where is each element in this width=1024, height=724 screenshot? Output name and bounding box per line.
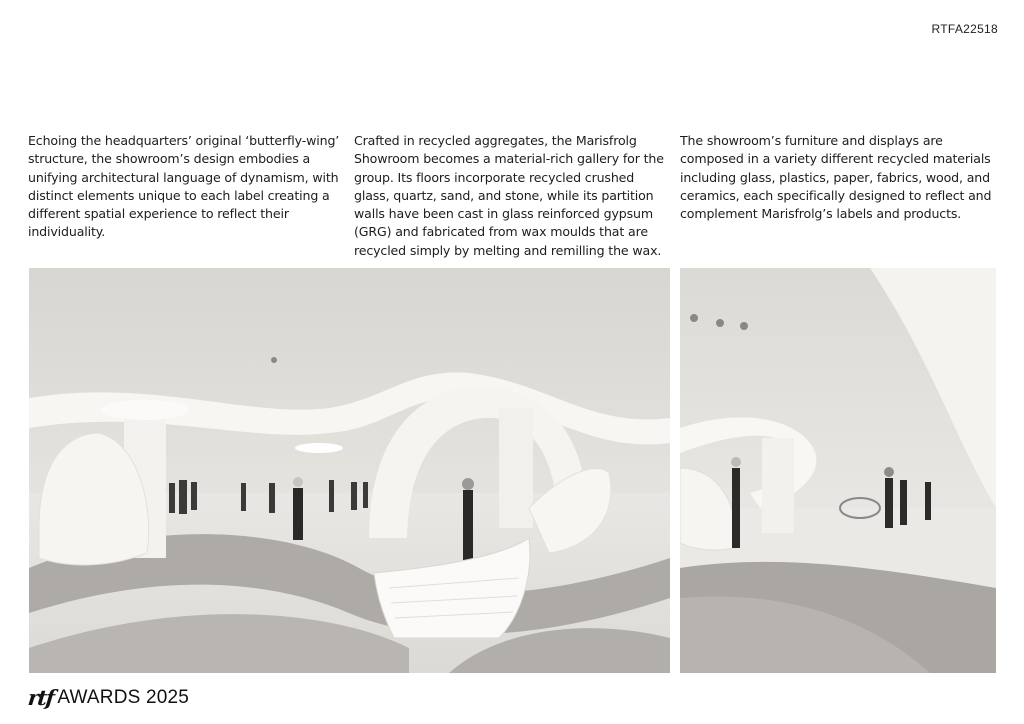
rtf-awards-logo	[28, 685, 189, 710]
awards-label: AWARDS 2025	[57, 686, 190, 708]
text-column-1: Echoing the headquarters’ original ‘butterfly-wing’ structure, the showroom’s design embodies a unifying architectural language of dynamism, with distinct elements unique to each label creating a different spatial experience to reflect their individuality.	[28, 133, 340, 240]
showroom-photo-wide	[29, 268, 670, 673]
text-column-3: The showroom’s furniture and displays are composed in a variety different recycled materials including glass, plastics, paper, fabrics, wood, and ceramics, each specifically designed to reflect and complement Marisfrolg’s labels and products.	[680, 133, 992, 222]
text-column-2: Crafted in recycled aggregates, the Marisfrolg Showroom becomes a material-rich gallery for the group. Its floors incorporate recycled crushed glass, quartz, sand, and stone, while its partition walls have been cast in glass reinforced gypsum (GRG) and fabricated from wax moulds that are recycled simply by melting and remilling the wax.	[354, 133, 664, 258]
reference-code: RTFA22518	[931, 22, 998, 36]
rtf-logo-mark: rtf	[26, 685, 55, 710]
showroom-photo-narrow	[680, 268, 996, 673]
